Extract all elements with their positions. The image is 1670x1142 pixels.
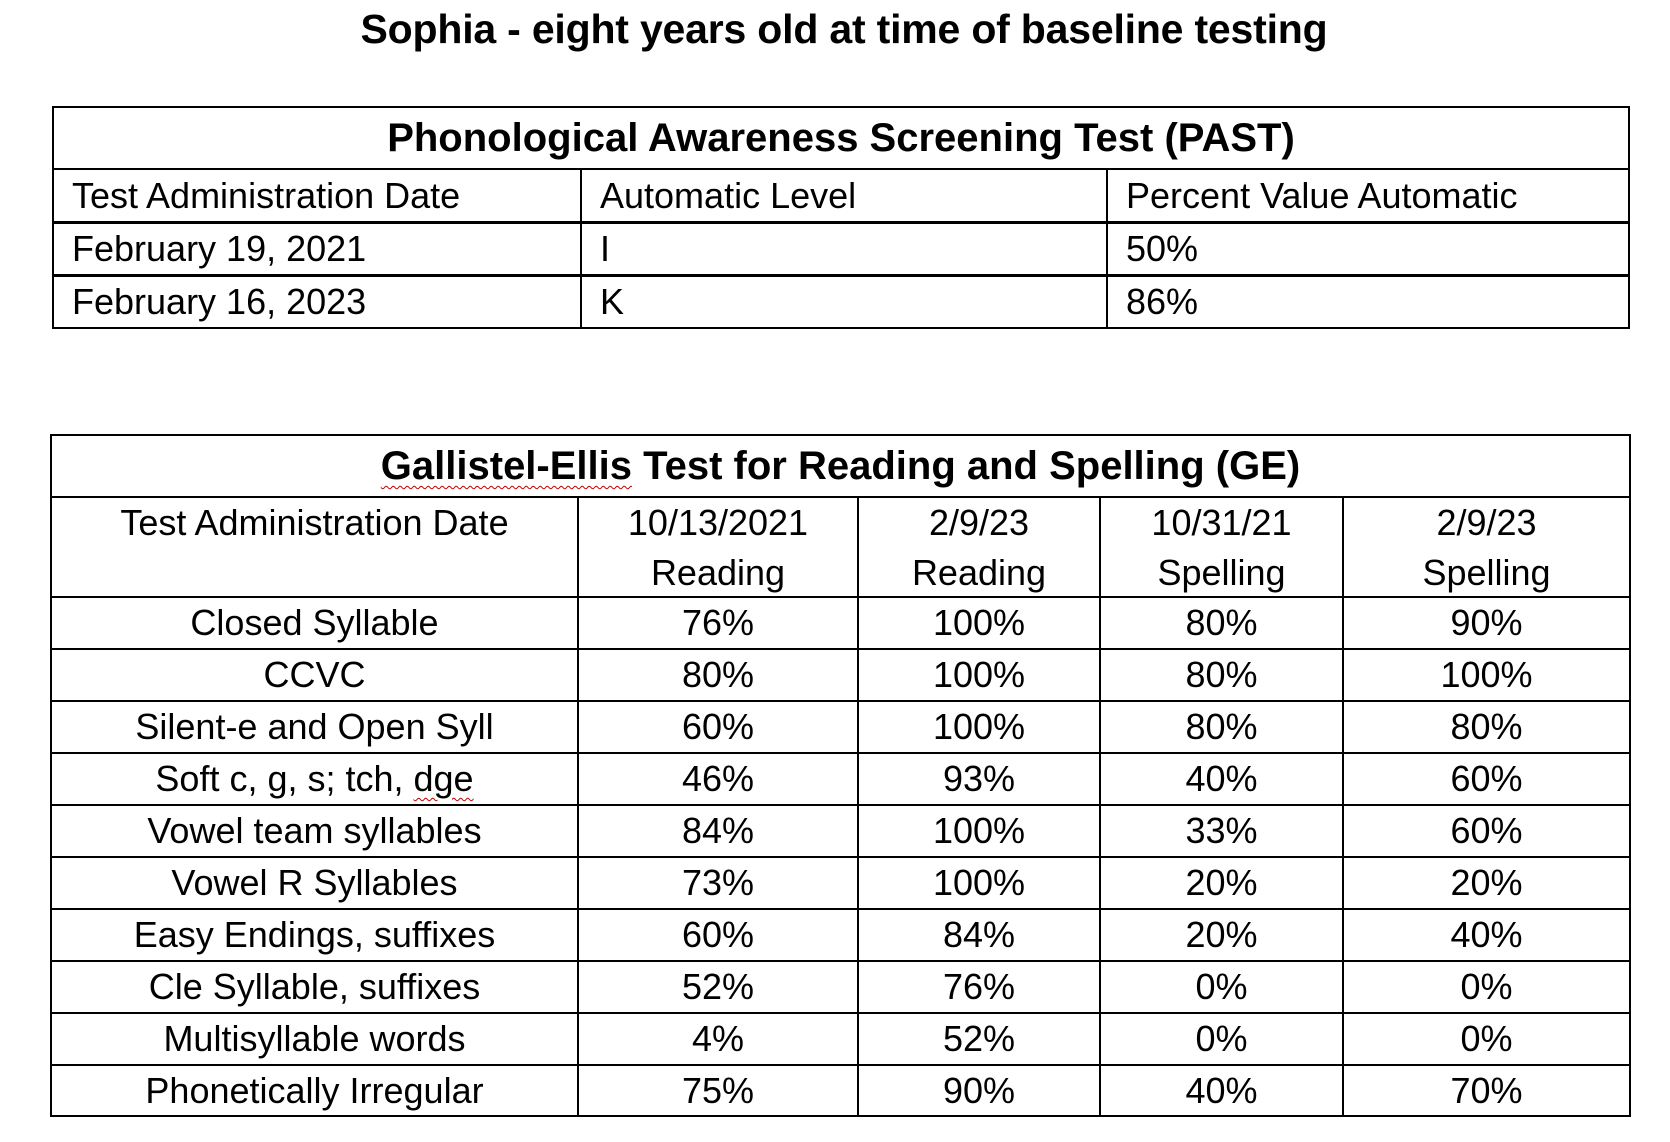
- past-cell-level: K: [582, 277, 1108, 327]
- past-table-row: [54, 277, 1628, 327]
- ge-header-col: [859, 498, 1101, 598]
- ge-header-date: 2/9/23: [1436, 502, 1537, 543]
- ge-cell: 60%: [1344, 754, 1629, 806]
- past-header-date: Test Administration Date: [54, 170, 582, 221]
- ge-cell: 0%: [1344, 1014, 1629, 1066]
- ge-cell: 40%: [1101, 1066, 1344, 1115]
- ge-header-type: Reading: [650, 552, 786, 593]
- ge-cell: 84%: [859, 910, 1101, 962]
- ge-cell: 76%: [859, 962, 1101, 1014]
- ge-cell: 90%: [1344, 598, 1629, 650]
- ge-row-label: Vowel R Syllables: [52, 858, 579, 910]
- ge-cell: 100%: [859, 650, 1101, 702]
- past-cell-date: February 19, 2021: [54, 224, 582, 274]
- ge-cell: 100%: [859, 702, 1101, 754]
- ge-row-label: CCVC: [52, 650, 579, 702]
- ge-row-label: Multisyllable words: [52, 1014, 579, 1066]
- ge-cell: 73%: [579, 858, 859, 910]
- ge-cell: 60%: [1344, 806, 1629, 858]
- ge-title-spellcheck-word: Gallistel-Ellis: [380, 444, 633, 488]
- ge-cell: 0%: [1344, 962, 1629, 1014]
- ge-row-label-text: Soft c, g, s; tch,: [155, 758, 414, 799]
- page-title: Sophia - eight years old at time of baseline testing: [360, 6, 1328, 52]
- ge-header-date: 10/13/2021: [627, 502, 809, 543]
- ge-header-col: [1101, 498, 1344, 598]
- ge-grid: [52, 498, 1629, 1115]
- ge-header-type: Spelling: [1157, 552, 1286, 593]
- ge-cell: 20%: [1344, 858, 1629, 910]
- past-header-percent: Percent Value Automatic: [1126, 175, 1518, 216]
- ge-cell: 100%: [859, 598, 1101, 650]
- ge-cell: 76%: [579, 598, 859, 650]
- ge-row-label: [52, 754, 579, 806]
- ge-cell: 80%: [1344, 702, 1629, 754]
- ge-cell: 100%: [859, 858, 1101, 910]
- ge-header-col: [1344, 498, 1629, 598]
- ge-cell: 20%: [1101, 858, 1344, 910]
- past-cell-level: I: [582, 224, 1108, 274]
- past-table-row: [54, 224, 1628, 277]
- ge-cell: 84%: [579, 806, 859, 858]
- past-header-row: [54, 170, 1628, 224]
- ge-cell: 4%: [579, 1014, 859, 1066]
- ge-header-type: Spelling: [1422, 552, 1551, 593]
- ge-table-title: [52, 436, 1629, 498]
- past-header-level: Automatic Level: [582, 170, 1108, 221]
- ge-header-date: 10/31/21: [1151, 502, 1292, 543]
- ge-cell: 90%: [859, 1066, 1101, 1115]
- ge-cell: 40%: [1101, 754, 1344, 806]
- ge-cell: 52%: [579, 962, 859, 1014]
- ge-row-label: Silent-e and Open Syll: [52, 702, 579, 754]
- ge-cell: 60%: [579, 702, 859, 754]
- ge-table: [50, 434, 1631, 1117]
- ge-header-col: [579, 498, 859, 598]
- ge-cell: 80%: [579, 650, 859, 702]
- past-cell-date: February 16, 2023: [54, 277, 582, 327]
- ge-cell: 100%: [859, 806, 1101, 858]
- past-cell-percent: 86%: [1126, 281, 1199, 322]
- ge-cell: 52%: [859, 1014, 1101, 1066]
- ge-cell: 100%: [1344, 650, 1629, 702]
- ge-row-label: Vowel team syllables: [52, 806, 579, 858]
- ge-cell: 80%: [1101, 650, 1344, 702]
- past-cell-percent: 50%: [1126, 228, 1199, 269]
- ge-header-date: 2/9/23: [928, 502, 1030, 543]
- ge-row-label-spellcheck-word: dge: [413, 758, 474, 799]
- ge-header-label: Test Administration Date: [52, 498, 579, 598]
- ge-row-label: Easy Endings, suffixes: [52, 910, 579, 962]
- ge-cell: 33%: [1101, 806, 1344, 858]
- ge-cell: 46%: [579, 754, 859, 806]
- ge-cell: 0%: [1101, 962, 1344, 1014]
- ge-row-label: Closed Syllable: [52, 598, 579, 650]
- ge-row-label: Cle Syllable, suffixes: [52, 962, 579, 1014]
- ge-header-type: Reading: [911, 552, 1047, 593]
- ge-cell: 93%: [859, 754, 1101, 806]
- ge-cell: 70%: [1450, 1070, 1523, 1111]
- ge-cell: 80%: [1101, 702, 1344, 754]
- ge-title-rest: Test for Reading and Spelling (GE): [632, 444, 1301, 488]
- ge-row-label: Phonetically Irregular: [52, 1066, 579, 1115]
- past-table-title: Phonological Awareness Screening Test (PAST): [54, 108, 1628, 170]
- ge-cell: 75%: [579, 1066, 859, 1115]
- past-table: [52, 106, 1630, 329]
- ge-cell: 40%: [1344, 910, 1629, 962]
- ge-cell: 20%: [1101, 910, 1344, 962]
- ge-cell: 60%: [579, 910, 859, 962]
- ge-cell: 0%: [1101, 1014, 1344, 1066]
- ge-cell: 80%: [1101, 598, 1344, 650]
